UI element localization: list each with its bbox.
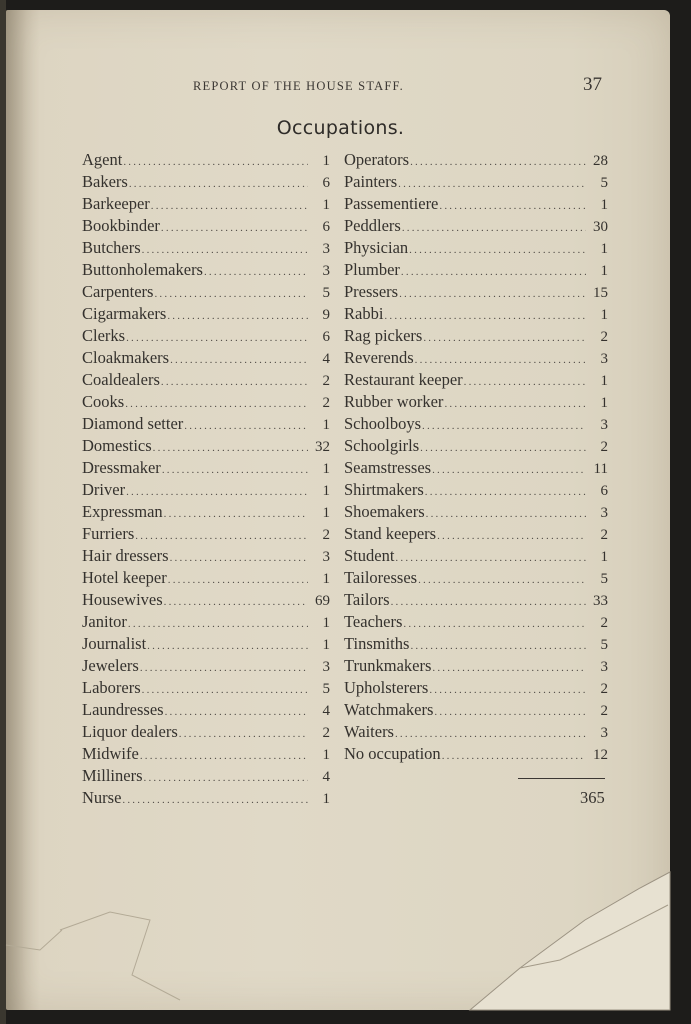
occupation-name: Domestics: [82, 436, 152, 455]
occupation-count: 3: [322, 659, 330, 675]
occupation-row: [82, 150, 330, 172]
occupation-count: 1: [600, 263, 608, 279]
occupation-count: 3: [600, 659, 608, 675]
total-count: 365: [580, 788, 605, 807]
dot-leader: [168, 574, 308, 586]
occupation-count: 1: [322, 747, 330, 763]
occupation-name: Barkeeper: [82, 194, 150, 213]
occupation-row: [344, 722, 608, 744]
dot-leader: [161, 222, 308, 234]
dot-leader: [142, 244, 308, 256]
occupation-count: 2: [600, 527, 608, 543]
occupation-name: Tailoresses: [344, 568, 418, 587]
occupation-count: 3: [600, 417, 608, 433]
occupation-row: [82, 172, 330, 194]
dot-leader: [434, 706, 586, 718]
dot-leader: [410, 640, 586, 652]
occupation-row: [344, 546, 608, 568]
dot-leader: [165, 706, 308, 718]
section-title-text: Occupations.: [276, 117, 405, 139]
occupation-row: [82, 590, 330, 612]
occupation-name: Midwife: [82, 744, 139, 763]
occupation-count: 12: [593, 747, 608, 763]
occupation-count: 1: [600, 241, 608, 257]
occupation-row: [344, 678, 608, 700]
occupation-count: 2: [600, 329, 608, 345]
occupation-name: Physician: [344, 238, 409, 257]
occupation-name: Coaldealers: [82, 370, 160, 389]
occupation-row: [344, 502, 608, 524]
occupation-count: 1: [600, 373, 608, 389]
occupation-row: [82, 744, 330, 766]
dot-leader: [129, 178, 308, 190]
occupation-row: [344, 590, 608, 612]
occupation-count: 3: [322, 241, 330, 257]
dot-leader: [170, 552, 308, 564]
occupation-row: [344, 414, 608, 436]
occupation-count: 1: [322, 791, 330, 807]
dot-leader: [432, 464, 586, 476]
occupation-count: 1: [322, 637, 330, 653]
occupation-name: Reverends: [344, 348, 414, 367]
occupation-name: Diamond setter: [82, 414, 184, 433]
dot-leader: [398, 178, 586, 190]
occupation-row: [82, 700, 330, 722]
dot-leader: [153, 442, 308, 454]
occupation-count: 6: [322, 175, 330, 191]
occupation-row: [82, 282, 330, 304]
occupation-row: [344, 568, 608, 590]
occupation-row: [344, 238, 608, 260]
dot-leader: [184, 420, 308, 432]
occupation-row: [344, 436, 608, 458]
occupation-count: 3: [322, 263, 330, 279]
dot-leader: [415, 354, 586, 366]
occupation-count: 3: [600, 725, 608, 741]
occupation-row: [82, 480, 330, 502]
occupation-name: Shoemakers: [344, 502, 425, 521]
occupation-count: 28: [593, 153, 608, 169]
section-title: [0, 117, 691, 139]
occupation-count: 3: [600, 505, 608, 521]
occupation-row: [82, 766, 330, 788]
occupation-name: Restaurant keeper: [344, 370, 463, 389]
occupation-row: [82, 634, 330, 656]
dot-leader: [423, 332, 586, 344]
occupation-name: Rubber worker: [344, 392, 444, 411]
occupation-count: 2: [322, 395, 330, 411]
occupation-row: [344, 150, 608, 172]
dot-leader: [126, 486, 308, 498]
occupation-row: [344, 458, 608, 480]
occupation-count: 2: [600, 703, 608, 719]
occupation-row: [344, 700, 608, 722]
occupation-row: [82, 502, 330, 524]
occupation-count: 33: [593, 593, 608, 609]
occupation-row: [344, 216, 608, 238]
occupation-row: [344, 326, 608, 348]
occupation-name: Butchers: [82, 238, 141, 257]
occupation-row: [344, 260, 608, 282]
dot-leader: [410, 156, 586, 168]
occupation-name: Hotel keeper: [82, 568, 167, 587]
occupation-count: 5: [322, 285, 330, 301]
occupation-name: Janitor: [82, 612, 127, 631]
occupation-count: 1: [600, 197, 608, 213]
occupation-name: Carpenters: [82, 282, 154, 301]
dot-leader: [395, 728, 586, 740]
occupation-count: 2: [600, 615, 608, 631]
dot-leader: [179, 728, 308, 740]
dot-leader: [164, 596, 308, 608]
occupation-name: Waiters: [344, 722, 394, 741]
occupation-row: [344, 524, 608, 546]
dot-leader: [420, 442, 586, 454]
occupation-count: 6: [600, 483, 608, 499]
dot-leader: [151, 200, 308, 212]
occupation-row: [344, 744, 608, 766]
occupation-name: Painters: [344, 172, 398, 191]
occupation-row: [82, 414, 330, 436]
occupation-name: Bookbinder: [82, 216, 160, 235]
dot-leader: [426, 508, 586, 520]
occupation-row: [82, 370, 330, 392]
occupation-count: 1: [322, 417, 330, 433]
occupation-row: [344, 370, 608, 392]
dot-leader: [144, 772, 309, 784]
occupation-name: Housewives: [82, 590, 163, 609]
dot-leader: [432, 662, 586, 674]
dot-leader: [154, 288, 308, 300]
dot-leader: [170, 354, 308, 366]
occupation-count: 3: [322, 549, 330, 565]
dot-leader: [204, 266, 308, 278]
occupation-count: 1: [322, 153, 330, 169]
dot-leader: [135, 530, 308, 542]
dot-leader: [384, 310, 586, 322]
occupation-count: 6: [322, 329, 330, 345]
occupation-name: Upholsterers: [344, 678, 429, 697]
occupation-name: Cloakmakers: [82, 348, 170, 367]
occupation-row: [82, 260, 330, 282]
occupation-count: 2: [322, 527, 330, 543]
dot-leader: [147, 640, 308, 652]
occupation-row: [344, 612, 608, 634]
occupation-name: Journalist: [82, 634, 147, 653]
occupation-row: [344, 304, 608, 326]
occupation-count: 1: [322, 505, 330, 521]
occupation-name: Laborers: [82, 678, 141, 697]
occupation-row: [82, 612, 330, 634]
occupation-name: Cooks: [82, 392, 125, 411]
occupation-row: [82, 436, 330, 458]
occupation-row: [344, 634, 608, 656]
occupation-row: [344, 392, 608, 414]
occupation-row: [82, 656, 330, 678]
page-gutter: [6, 10, 40, 1010]
dot-leader: [161, 376, 308, 388]
dot-leader: [167, 310, 308, 322]
dot-leader: [422, 420, 586, 432]
occupation-count: 11: [593, 461, 608, 477]
dot-leader: [128, 618, 308, 630]
dot-leader: [126, 332, 308, 344]
occupation-name: Milliners: [82, 766, 143, 785]
dot-leader: [402, 222, 586, 234]
occupation-name: Plumber: [344, 260, 400, 279]
occupation-row: [82, 788, 330, 810]
occupation-count: 30: [593, 219, 608, 235]
occupation-name: Clerks: [82, 326, 126, 345]
occupation-name: Tinsmiths: [344, 634, 410, 653]
dot-leader: [425, 486, 586, 498]
occupation-row: [82, 304, 330, 326]
page-number: 37: [583, 74, 602, 95]
occupation-row: [82, 722, 330, 744]
occupation-row: [82, 678, 330, 700]
occupation-count: 2: [322, 725, 330, 741]
occupation-name: Laundresses: [82, 700, 164, 719]
occupation-name: Agent: [82, 150, 123, 169]
occupation-count: 1: [322, 461, 330, 477]
occupation-count: 2: [600, 681, 608, 697]
occupation-count: 32: [315, 439, 330, 455]
dot-leader: [429, 684, 586, 696]
occupations-left-column: [82, 150, 330, 810]
occupation-name: Rabbi: [344, 304, 384, 323]
dot-leader: [444, 398, 586, 410]
occupation-count: 69: [315, 593, 330, 609]
running-head: REPORT OF THE HOUSE STAFF.: [193, 79, 405, 93]
dot-leader: [439, 200, 586, 212]
dot-leader: [125, 398, 308, 410]
occupation-name: Passementiere: [344, 194, 439, 213]
occupation-row: [344, 480, 608, 502]
occupation-row: [344, 282, 608, 304]
dot-leader: [391, 596, 586, 608]
occupation-count: 1: [322, 615, 330, 631]
occupation-count: 1: [322, 571, 330, 587]
occupation-name: Nurse: [82, 788, 122, 807]
dot-leader: [140, 750, 308, 762]
dot-leader: [409, 244, 586, 256]
occupation-name: Seamstresses: [344, 458, 432, 477]
total-rule: [518, 778, 605, 779]
dot-leader: [399, 288, 586, 300]
occupation-name: Stand keepers: [344, 524, 437, 543]
occupation-name: Furriers: [82, 524, 135, 543]
occupation-count: 1: [600, 395, 608, 411]
dot-leader: [464, 376, 586, 388]
occupation-count: 4: [322, 769, 330, 785]
occupation-row: [344, 194, 608, 216]
dot-leader: [140, 662, 308, 674]
occupation-row: [82, 546, 330, 568]
occupation-count: 5: [600, 637, 608, 653]
occupation-count: 3: [600, 351, 608, 367]
occupation-count: 15: [593, 285, 608, 301]
occupation-count: 4: [322, 703, 330, 719]
occupation-row: [82, 326, 330, 348]
dot-leader: [162, 464, 308, 476]
dot-leader: [164, 508, 308, 520]
occupation-name: Driver: [82, 480, 126, 499]
occupation-row: [82, 216, 330, 238]
occupation-name: Bakers: [82, 172, 128, 191]
occupation-row: [344, 348, 608, 370]
occupation-count: 5: [600, 175, 608, 191]
occupation-name: Operators: [344, 150, 410, 169]
occupation-count: 1: [600, 307, 608, 323]
occupation-name: Teachers: [344, 612, 403, 631]
occupation-name: Schoolgirls: [344, 436, 420, 455]
occupation-count: 9: [322, 307, 330, 323]
occupation-name: Schoolboys: [344, 414, 422, 433]
occupation-name: Student: [344, 546, 395, 565]
page-header: [0, 74, 691, 98]
dot-leader: [442, 750, 586, 762]
occupation-row: [82, 348, 330, 370]
occupation-name: Watchmakers: [344, 700, 434, 719]
occupation-row: [82, 392, 330, 414]
occupation-count: 6: [322, 219, 330, 235]
occupation-row: [82, 524, 330, 546]
occupation-name: Pressers: [344, 282, 399, 301]
occupation-row: [82, 458, 330, 480]
occupation-name: Liquor dealers: [82, 722, 178, 741]
occupation-name: Expressman: [82, 502, 163, 521]
occupation-count: 4: [322, 351, 330, 367]
occupation-row: [344, 656, 608, 678]
dot-leader: [437, 530, 586, 542]
dot-leader: [122, 794, 308, 806]
occupation-row: [82, 194, 330, 216]
dot-leader: [123, 156, 308, 168]
occupation-name: Peddlers: [344, 216, 401, 235]
occupation-row: [82, 568, 330, 590]
occupation-row: [82, 238, 330, 260]
occupation-name: Dressmaker: [82, 458, 161, 477]
occupation-name: Buttonholemakers: [82, 260, 203, 279]
dot-leader: [418, 574, 586, 586]
occupation-name: Trunkmakers: [344, 656, 432, 675]
occupation-name: No occupation: [344, 744, 441, 763]
occupation-name: Jewelers: [82, 656, 139, 675]
occupation-count: 2: [322, 373, 330, 389]
dot-leader: [401, 266, 586, 278]
dot-leader: [142, 684, 308, 696]
occupation-name: Rag pickers: [344, 326, 423, 345]
occupation-count: 5: [600, 571, 608, 587]
occupation-count: 2: [600, 439, 608, 455]
occupation-name: Shirtmakers: [344, 480, 424, 499]
occupation-count: 5: [322, 681, 330, 697]
occupation-count: 1: [600, 549, 608, 565]
occupation-count: 1: [322, 483, 330, 499]
occupation-row: [344, 172, 608, 194]
dot-leader: [403, 618, 586, 630]
occupation-name: Cigarmakers: [82, 304, 167, 323]
occupations-right-column: [344, 150, 608, 766]
dot-leader: [395, 552, 586, 564]
occupation-name: Hair dressers: [82, 546, 169, 565]
occupation-count: 1: [322, 197, 330, 213]
occupation-name: Tailors: [344, 590, 390, 609]
